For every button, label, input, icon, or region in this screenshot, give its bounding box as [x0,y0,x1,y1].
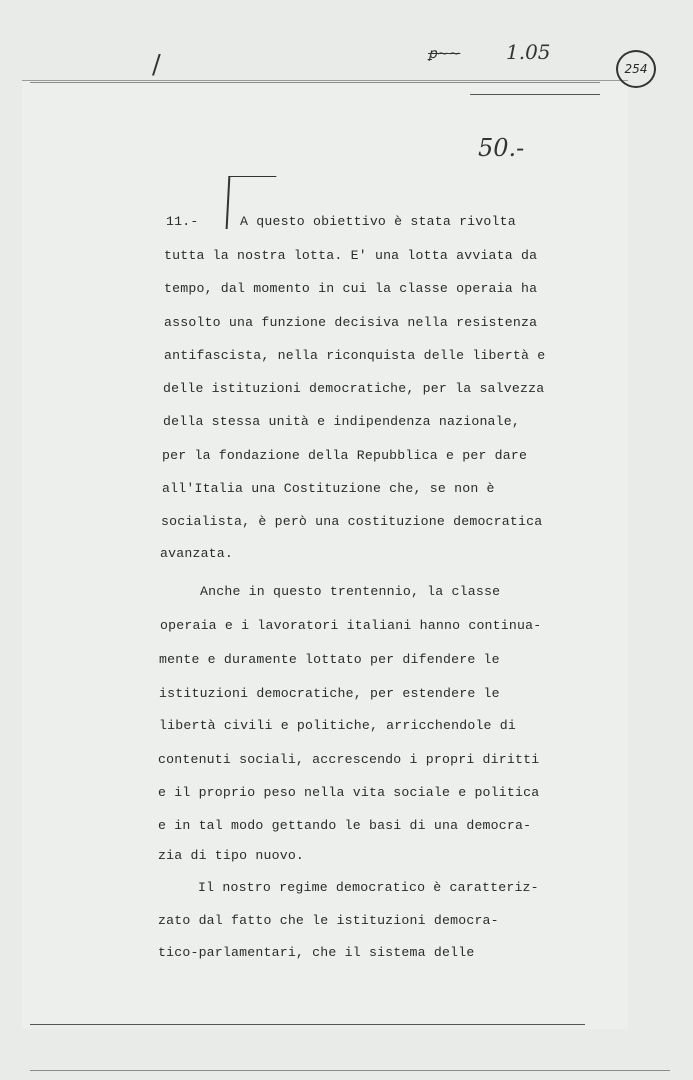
bottom-rule [30,1024,585,1025]
text-line: e il proprio peso nella vita sociale e politica [158,785,540,800]
slash-mark: / [152,50,161,80]
text-line: e in tal modo gettando le basi di una democra- [158,818,532,833]
text-line: assolto una funzione decisiva nella resistenza [164,315,538,330]
text-line: Il nostro regime democratico è caratteriz- [198,880,539,895]
text-line: tutta la nostra lotta. E' una lotta avviata da [164,248,538,263]
circled-number [616,50,656,88]
text-line: libertà civili e politiche, arricchendole di [159,718,517,733]
text-line: zia di tipo nuovo. [158,848,305,863]
text-line: all'Italia una Costituzione che, se non è [162,481,495,496]
circled-number-text: 254 [624,62,648,76]
text-line: delle istituzioni democratiche, per la salvezza [163,381,545,396]
text-line: istituzioni democratiche, per estendere le [159,686,500,701]
page-number: 50.- [478,134,525,162]
text-line: mente e duramente lottato per difendere le [159,652,500,667]
handwritten-reference: 1.05 [506,40,551,64]
text-line: zato dal fatto che le istituzioni democra- [158,913,499,928]
text-line: operaia e i lavoratori italiani hanno continua- [160,618,542,633]
struck-word-mark: ꝑ~~ [428,46,461,62]
section-number: 11.- [166,214,199,229]
text-line: tempo, dal momento in cui la classe operaia ha [164,281,538,296]
text-line: tico-parlamentari, che il sistema delle [158,945,475,960]
text-line: antifascista, nella riconquista delle libertà e [164,348,546,363]
text-line: della stessa unità e indipendenza nazionale, [163,414,521,429]
text-line: socialista, è però una costituzione democratica [161,514,543,529]
text-line: avanzata. [160,546,234,561]
text-line: contenuti sociali, accrescendo i propri diritti [158,752,540,767]
text-line: Anche in questo trentennio, la classe [200,584,501,599]
bottom-edge-rule [30,1070,670,1071]
text-line: A questo obiettivo è stata rivolta [240,214,516,229]
top-rule-right [470,94,600,95]
text-line: per la fondazione della Repubblica e per dare [162,448,528,463]
top-rule [30,82,600,83]
